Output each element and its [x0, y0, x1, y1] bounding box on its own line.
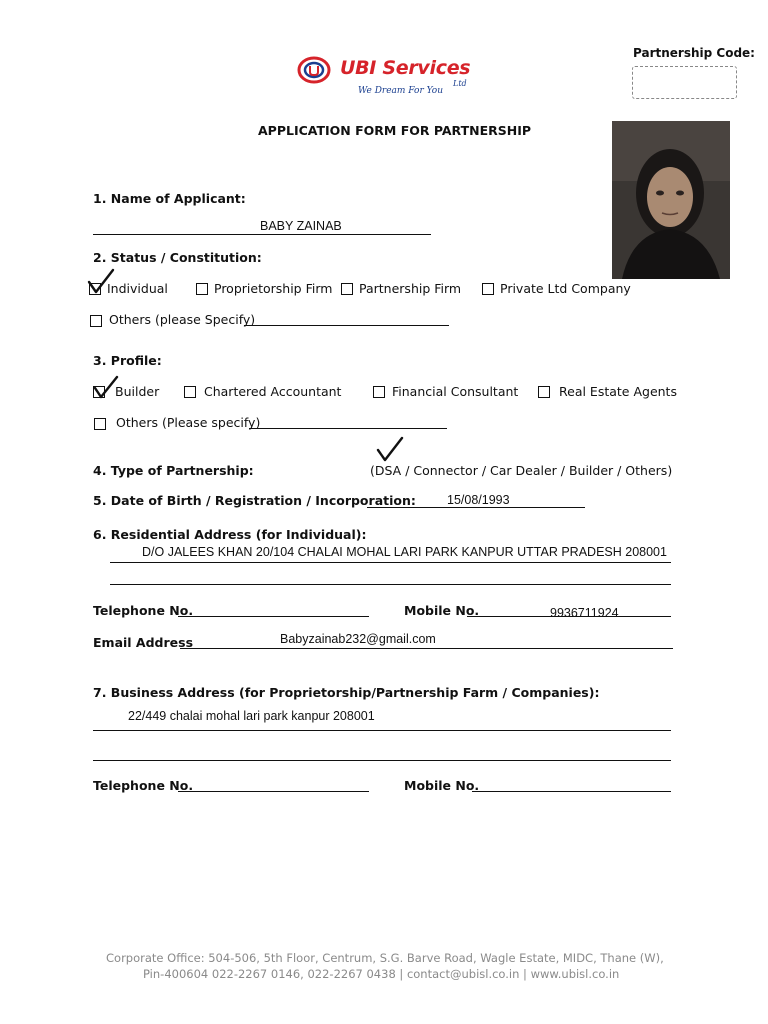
email-field[interactable] [180, 648, 673, 649]
residential-address-line-2[interactable] [110, 584, 671, 585]
status-partnership-checkbox[interactable] [341, 283, 353, 295]
profile-others-field[interactable] [249, 428, 447, 429]
applicant-name-field[interactable] [93, 234, 431, 235]
profile-others-label: Others (Please specify) [116, 415, 261, 430]
telephone-field[interactable] [178, 616, 369, 617]
footer-address-line-2: Pin-400604 022-2267 0146, 022-2267 0438 | contact@ubisl.co.in | www.ubisl.co.in [143, 967, 620, 981]
business-telephone-label: Telephone No. [93, 778, 194, 793]
email-label: Email Address [93, 635, 194, 650]
profile-financial-consultant-checkbox[interactable] [373, 386, 385, 398]
business-address-line-2[interactable] [93, 760, 671, 761]
profile-real-estate-label: Real Estate Agents [559, 384, 677, 399]
applicant-name-label: 1. Name of Applicant: [93, 191, 246, 206]
status-constitution-label: 2. Status / Constitution: [93, 250, 262, 265]
business-mobile-label: Mobile No. [404, 778, 480, 793]
dob-value: 15/08/1993 [447, 493, 510, 507]
business-address-value: 22/449 chalai mohal lari park kanpur 208001 [128, 709, 375, 723]
business-mobile-field[interactable] [472, 791, 671, 792]
status-individual-label: Individual [107, 281, 168, 296]
status-others-checkbox[interactable] [90, 315, 102, 327]
residential-address-value: D/O JALEES KHAN 20/104 CHALAI MOHAL LARI PARK KANPUR UTTAR PRADESH 208001 [142, 545, 667, 559]
status-private-ltd-checkbox[interactable] [482, 283, 494, 295]
ubi-logo-icon [297, 55, 331, 85]
profile-real-estate-checkbox[interactable] [538, 386, 550, 398]
business-telephone-field[interactable] [178, 791, 369, 792]
dob-label: 5. Date of Birth / Registration / Incorporation: [93, 493, 416, 508]
profile-others-checkbox[interactable] [94, 418, 106, 430]
status-others-field[interactable] [244, 325, 449, 326]
dob-field[interactable] [367, 507, 585, 508]
partnership-type-options: (DSA / Connector / Car Dealer / Builder / Others) [370, 463, 673, 478]
status-others-label: Others (please Specify) [109, 312, 256, 327]
profile-ca-label: Chartered Accountant [204, 384, 342, 399]
partnership-code-field[interactable] [632, 66, 737, 99]
status-partnership-label: Partnership Firm [359, 281, 462, 296]
residential-address-line-1[interactable] [110, 562, 671, 563]
profile-financial-consultant-label: Financial Consultant [392, 384, 519, 399]
status-private-ltd-label: Private Ltd Company [500, 281, 631, 296]
form-title: APPLICATION FORM FOR PARTNERSHIP [258, 123, 532, 138]
profile-builder-label: Builder [115, 384, 160, 399]
partnership-type-label: 4. Type of Partnership: [93, 463, 254, 478]
logo-ltd: Ltd [453, 79, 467, 88]
mobile-field[interactable] [467, 616, 671, 617]
email-value: Babyzainab232@gmail.com [280, 632, 436, 646]
telephone-label: Telephone No. [93, 603, 194, 618]
profile-label: 3. Profile: [93, 353, 162, 368]
business-address-label: 7. Business Address (for Proprietorship/Partnership Farm / Companies): [93, 685, 600, 700]
partnership-code-label: Partnership Code: [633, 46, 755, 60]
checkmark-icon [376, 436, 404, 462]
applicant-name-value: BABY ZAINAB [260, 219, 342, 233]
status-proprietorship-label: Proprietorship Firm [214, 281, 333, 296]
logo-company-name: UBI Services [340, 57, 471, 79]
logo-tagline: We Dream For You [358, 86, 444, 96]
mobile-label: Mobile No. [404, 603, 480, 618]
applicant-photo [612, 121, 730, 279]
mobile-value: 9936711924 [550, 606, 619, 620]
footer-address-line-1: Corporate Office: 504-506, 5th Floor, Centrum, S.G. Barve Road, Wagle Estate, MIDC, Thane (W), [106, 951, 664, 965]
residential-address-label: 6. Residential Address (for Individual): [93, 527, 367, 542]
status-proprietorship-checkbox[interactable] [196, 283, 208, 295]
business-address-line-1[interactable] [93, 730, 671, 731]
profile-ca-checkbox[interactable] [184, 386, 196, 398]
